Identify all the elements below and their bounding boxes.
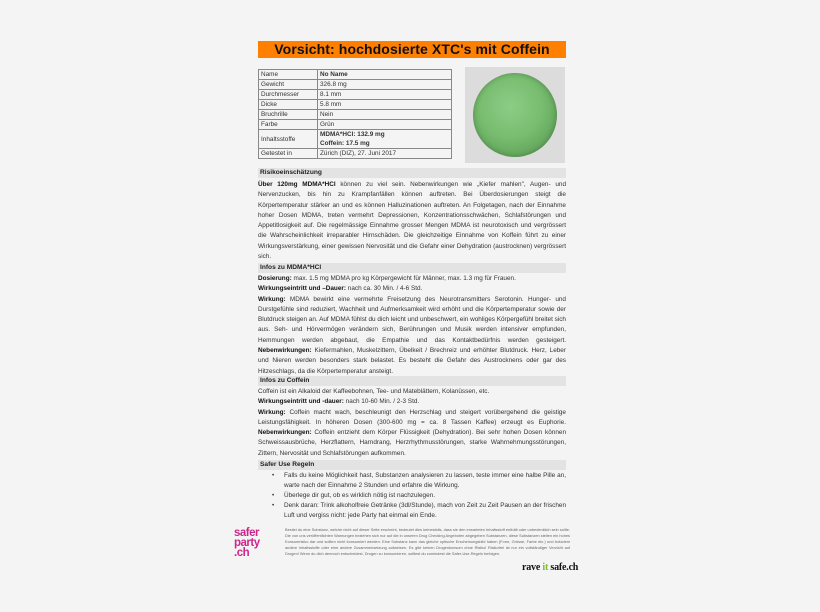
risk-paragraph bbox=[258, 180, 566, 262]
mdma-dose bbox=[258, 274, 566, 284]
onset-text: nach 10-60 Min. / 2-3 Std. bbox=[343, 398, 420, 406]
coffein-paragraph bbox=[258, 387, 566, 459]
table-key: Inhaltsstoffe bbox=[259, 130, 318, 149]
onset-text: nach ca. 30 Min. / 4-6 Std. bbox=[346, 285, 423, 293]
table-row bbox=[259, 130, 452, 149]
table-row bbox=[259, 149, 452, 159]
section-heading-coffein: Infos zu Coffein bbox=[258, 376, 566, 386]
coffein-onset bbox=[258, 397, 566, 407]
mdma-onset bbox=[258, 284, 566, 294]
pill-photo bbox=[465, 67, 565, 163]
table-key: Dicke bbox=[259, 100, 318, 110]
section-heading-risk: Risikoeinschätzung bbox=[258, 168, 566, 178]
risk-text: können zu viel sein. Nebenwirkungen wie „Kiefer mahlen", Augen- und Nervenzucken, bis hin zu Krampfanfällen können auftreten. Bei Überdosierungen steigt die Körpertemperatur stärker an und es können Halluzinationen auftreten. An Folgetagen, nach der Einnahme hoher Dosen MDMA, treten vermehrt Depressionen, Konzentrationsschwächen, Schlafstörungen und Appetitlosigkeit auf. Die regelmässige Einnahme grosser Mengen MDMA ist neurotoxisch und vergrössert die Wahrscheinlichkeit irreparabler Hirnschäden. Die gleichzeitige Einnahme von Koffein führt zu einer Wirkungsverstärkung, einer gewissen Nervosität und die Gefahr einer Dehydration (austrocknen) vergrössert sich. bbox=[258, 181, 566, 261]
onset-label: Wirkungseintritt und –Dauer: bbox=[258, 285, 346, 293]
table-key: Durchmesser bbox=[259, 90, 318, 100]
table-value: 8.1 mm bbox=[318, 90, 452, 100]
mdma-paragraph bbox=[258, 274, 566, 377]
list-item: • Überlege dir gut, ob es wirklich nötig ist nachzulegen. bbox=[284, 491, 566, 501]
ingredient-coffein: Coffein: 17.5 mg bbox=[320, 140, 370, 147]
safer-use-list bbox=[258, 471, 566, 521]
table-key: Getestet in bbox=[259, 149, 318, 159]
rave-it-safe-logo bbox=[522, 562, 578, 573]
mdma-effect bbox=[258, 295, 566, 377]
pill-image bbox=[473, 73, 557, 157]
table-value: 5.8 mm bbox=[318, 100, 452, 110]
table-row bbox=[259, 100, 452, 110]
table-value: No Name bbox=[318, 70, 452, 80]
logo-line: .ch bbox=[234, 547, 250, 559]
effect-text: MDMA bewirkt eine vermehrte Freisetzung des Neurotransmitters Serotonin. Hunger- und Durstgefühle sind reduziert, Wachheit und Aufmerksamkeit wird erhöht und die Körpertemperatur sowie der Blutdruck steigen an. Auf MDMA fühlst du dich leicht und unbeschwert, ein wohliges Körpergefühl breitet sich aus. Seh- und Hörvermögen verändern sich, Berührungen und Musik werden intensiver empfunden, Hemmungen werden abgebaut, die Empathie und das Kontaktbedürfnis werden gesteigert. bbox=[258, 295, 566, 344]
table-value: Zürich (DIZ), 27. Juni 2017 bbox=[318, 149, 452, 159]
safer-party-logo bbox=[234, 528, 272, 558]
disclaimer-text: Besitzt du eine Substanz, welche nicht auf dieser Seite erscheint, bedeutet dies keinesfalls, dass sie den erwarteten Inhaltsstoff enthält oder unbedenklich sein sollte. Die von uns veröffentlichten Warnungen beziehen sich nur auf die in unseren Drug Checking Angeboten abgegeben Substanzen, diese Substanzen stellen ein hohes Konsumrisiko dar und sollten nicht konsumiert werden. Eine Substanz kann das gleiche optische Erscheinungsbild haben (Form, Grösse, Farbe etc.) und trotzdem andere Inhaltsstoffe oder eine andere Zusammensetzung aufweisen. Es gibt keinen Drogenkonsum ohne Risiko! Risikofrei ist nur ein vollständiger Verzicht auf Drogen! Wenn du dich dennoch entscheidest, Drogen zu konsumieren, solltest du zumindest die Safer-Use-Regeln befolgen. bbox=[285, 527, 570, 556]
table-value: Nein bbox=[318, 110, 452, 120]
ingredient-mdma: MDMA*HCl: 132.9 mg bbox=[320, 131, 385, 138]
table-row bbox=[259, 120, 452, 130]
side-effects-text: Coffein entzieht dem Körper Flüssigkeit (Dehydration). Bei sehr hohen Dosen können Schweissausbrüche, Herzflattern, Harndrang, Herzrhythmusstörungen, starke Wahrnehmungsstörungen, Zittern, Nervosität und Schlafstörungen aufkommen. bbox=[258, 429, 566, 457]
logo-line: safer bbox=[234, 527, 259, 539]
table-key: Bruchrille bbox=[259, 110, 318, 120]
side-effects-label: Nebenwirkungen: bbox=[258, 347, 312, 355]
side-effects-label: Nebenwirkungen: bbox=[258, 429, 312, 437]
table-value: 326.8 mg bbox=[318, 80, 452, 90]
side-effects-text: Kiefermahlen, Muskelzittern, Übelkeit / Brechreiz und erhöhter Blutdruck. Herz, Leber und Nieren werden besonders stark belastet. Es besteht die Gefahr des Austrocknens oder gar des Hitzeschlags, da die Körpertemperatur ansteigt. bbox=[258, 347, 566, 375]
document-title: Vorsicht: hochdosierte XTC's mit Coffein bbox=[258, 41, 566, 58]
section-heading-safer-use: Safer Use Regeln bbox=[258, 460, 566, 470]
effect-label: Wirkung: bbox=[258, 295, 286, 303]
logo-part: safe.ch bbox=[548, 562, 579, 573]
list-item: • Denk daran: Trink alkoholfreie Getränke (3dl/Stunde), mach von Zeit zu Zeit Pausen an der frischen Luft und vergiss nicht: jede Party hat einmal ein Ende. bbox=[284, 501, 566, 521]
logo-part: it bbox=[542, 562, 549, 573]
logo-line: party bbox=[234, 537, 260, 549]
pill-info-table bbox=[258, 69, 452, 159]
section-heading-mdma: Infos zu MDMA*HCl bbox=[258, 263, 566, 273]
table-key: Name bbox=[259, 70, 318, 80]
risk-lead: Über 120mg MDMA*HCl bbox=[258, 181, 336, 188]
table-row bbox=[259, 70, 452, 80]
dose-label: Dosierung: bbox=[258, 275, 292, 282]
dose-text: max. 1.5 mg MDMA pro kg Körpergewicht für Männer, max. 1.3 mg für Frauen. bbox=[291, 275, 516, 282]
table-row bbox=[259, 90, 452, 100]
effect-text: Coffein macht wach, beschleunigt den Herzschlag und steigert vorübergehend die geistige Leistungsfähigkeit. In höheren Dosen (300-600 mg = ca. 8 Tassen Kaffee) erzeugt es Euphorie. bbox=[258, 408, 566, 426]
table-row bbox=[259, 80, 452, 90]
table-key: Gewicht bbox=[259, 80, 318, 90]
table-key: Farbe bbox=[259, 120, 318, 130]
list-item: • Falls du keine Möglichkeit hast, Substanzen analysieren zu lassen, teste immer eine halbe Pille an, warte nach der Einnahme 2 Stunden und erfahre die Wirkung. bbox=[284, 471, 566, 491]
table-value: Grün bbox=[318, 120, 452, 130]
coffein-effect bbox=[258, 408, 566, 459]
table-value bbox=[318, 130, 452, 149]
onset-label: Wirkungseintritt und -dauer: bbox=[258, 398, 344, 406]
logo-part: rave bbox=[522, 562, 543, 573]
table-row bbox=[259, 110, 452, 120]
effect-label: Wirkung: bbox=[258, 408, 286, 416]
coffein-intro: Coffein ist ein Alkaloid der Kaffeebohnen, Tee- und Mateblättern, Kolanüssen, etc. bbox=[258, 388, 490, 395]
